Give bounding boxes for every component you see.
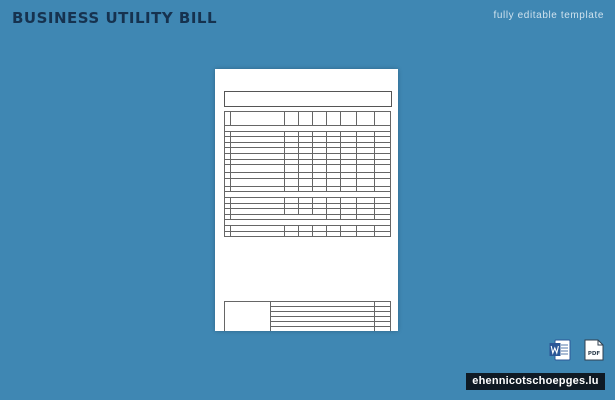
bill-preview bbox=[215, 69, 398, 331]
bill-summary bbox=[224, 301, 391, 331]
table-subtotal-row bbox=[225, 231, 391, 237]
bill-parties bbox=[224, 91, 392, 107]
table-row bbox=[225, 178, 391, 186]
word-document-icon[interactable] bbox=[549, 339, 571, 361]
page-subtitle: fully editable template bbox=[493, 10, 604, 21]
table-row bbox=[225, 165, 391, 173]
bill-heading bbox=[215, 75, 398, 83]
site-domain-badge: ehennicotschoepges.lu bbox=[466, 373, 605, 390]
bill-table bbox=[224, 111, 391, 237]
table-header bbox=[225, 112, 391, 126]
pdf-document-icon[interactable] bbox=[584, 339, 604, 361]
page-title: BUSINESS UTILITY BILL bbox=[12, 9, 218, 27]
pdf-icon-label: PDF bbox=[587, 351, 601, 357]
